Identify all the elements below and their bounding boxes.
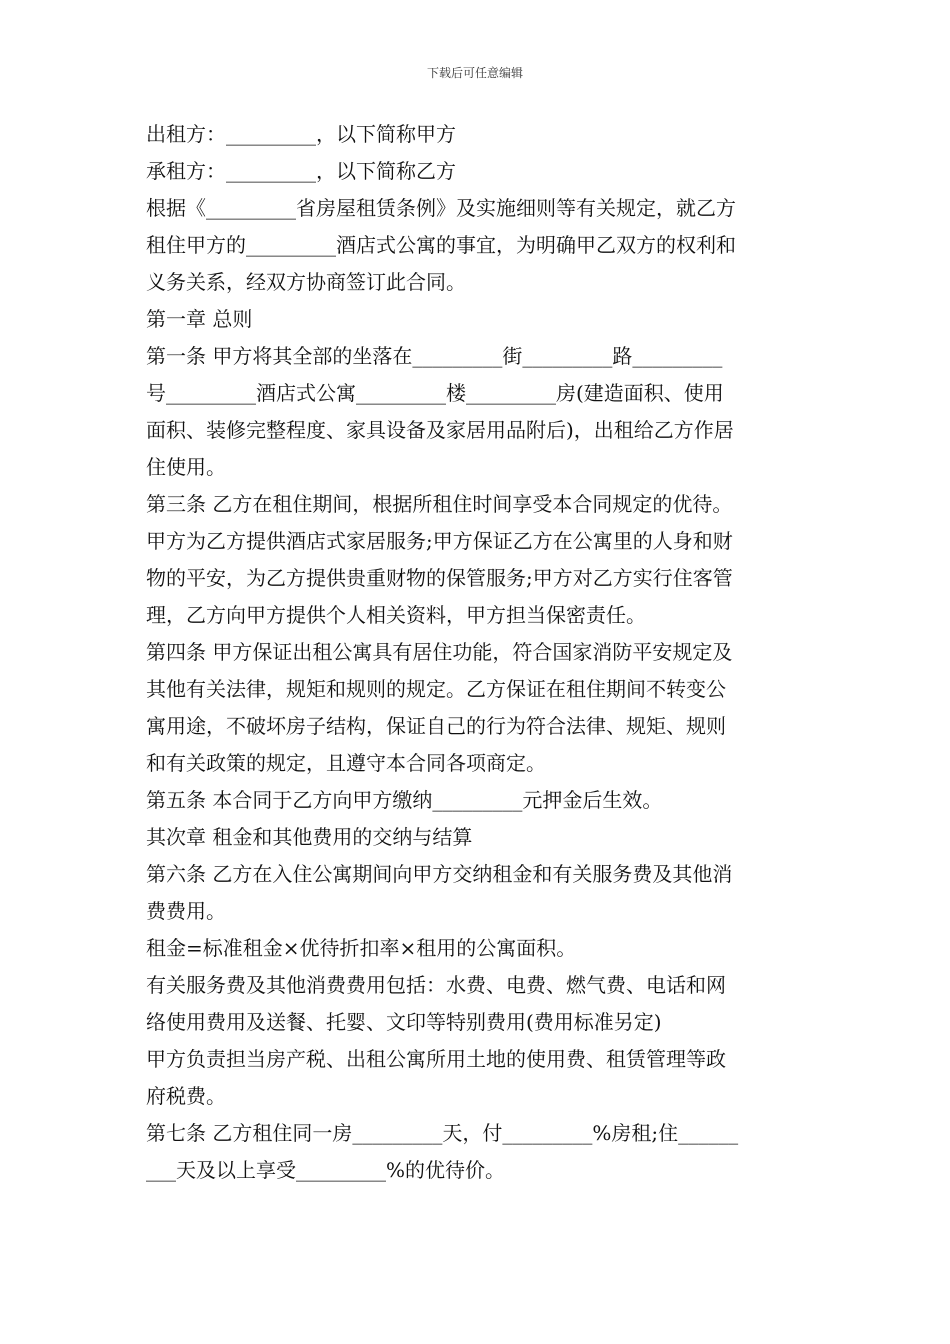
page-header-note: 下载后可任意编辑	[426, 66, 523, 80]
text-line: 理，乙方向甲方提供个人相关资料，甲方担当保密责任。	[146, 603, 646, 627]
text-line: 第五条 本合同于乙方向甲方缴纳_________元押金后生效。	[146, 788, 663, 812]
text-line: 寓用途，不破坏房子结构，保证自己的行为符合法律、规矩、规则	[146, 714, 726, 738]
chapter-heading: 第一章 总则	[146, 307, 253, 331]
text-line: 其他有关法律，规矩和规则的规定。乙方保证在租住期间不转变公	[146, 677, 726, 701]
text-line: 租住甲方的_________酒店式公寓的事宜，为明确甲乙双方的权利和	[146, 233, 736, 257]
chapter-heading: 其次章 租金和其他费用的交纳与结算	[146, 825, 473, 849]
text-line: 络使用费用及送餐、托婴、文印等特别费用(费用标准另定)	[146, 1010, 662, 1034]
text-line: 租金=标准租金×优待折扣率×租用的公寓面积。	[146, 936, 577, 960]
text-line: 义务关系，经双方协商签订此合同。	[146, 270, 466, 294]
text-line: 承租方：_________，以下简称乙方	[146, 159, 456, 183]
text-line: 第七条 乙方租住同一房_________天，付_________%房租;住______	[146, 1121, 739, 1145]
contract-body	[146, 116, 810, 1189]
text-line: 住使用。	[146, 455, 226, 479]
text-line: 甲方为乙方提供酒店式家居服务;甲方保证乙方在公寓里的人身和财	[146, 529, 733, 553]
text-line: 第三条 乙方在租住期间，根据所租住时间享受本合同规定的优待。	[146, 492, 733, 516]
text-line: 第六条 乙方在入住公寓期间向甲方交纳租金和有关服务费及其他消	[146, 862, 733, 886]
text-line: 第一条 甲方将其全部的坐落在_________街_________路_________	[146, 344, 723, 368]
text-line: 物的平安，为乙方提供贵重财物的保管服务;甲方对乙方实行住客管	[146, 566, 733, 590]
text-line: 第四条 甲方保证出租公寓具有居住功能，符合国家消防平安规定及	[146, 640, 733, 664]
text-line: 有关服务费及其他消费费用包括：水费、电费、燃气费、电话和网	[146, 973, 726, 997]
text-line: 根据《_________省房屋租赁条例》及实施细则等有关规定，就乙方	[146, 196, 736, 220]
text-line: 号_________酒店式公寓_________楼_________房(建造面积、使用	[146, 381, 724, 405]
text-line: 费费用。	[146, 899, 226, 923]
text-line: 出租方：_________，以下简称甲方	[146, 122, 456, 146]
text-line: 和有关政策的规定，且遵守本合同各项商定。	[146, 751, 546, 775]
text-line: 面积、装修完整程度、家具设备及家居用品附后)，出租给乙方作居	[146, 418, 734, 442]
text-line: 甲方负责担当房产税、出租公寓所用土地的使用费、租赁管理等政	[146, 1047, 726, 1071]
text-line: 府税费。	[146, 1084, 226, 1108]
text-line: ___天及以上享受_________%的优待价。	[146, 1158, 506, 1182]
